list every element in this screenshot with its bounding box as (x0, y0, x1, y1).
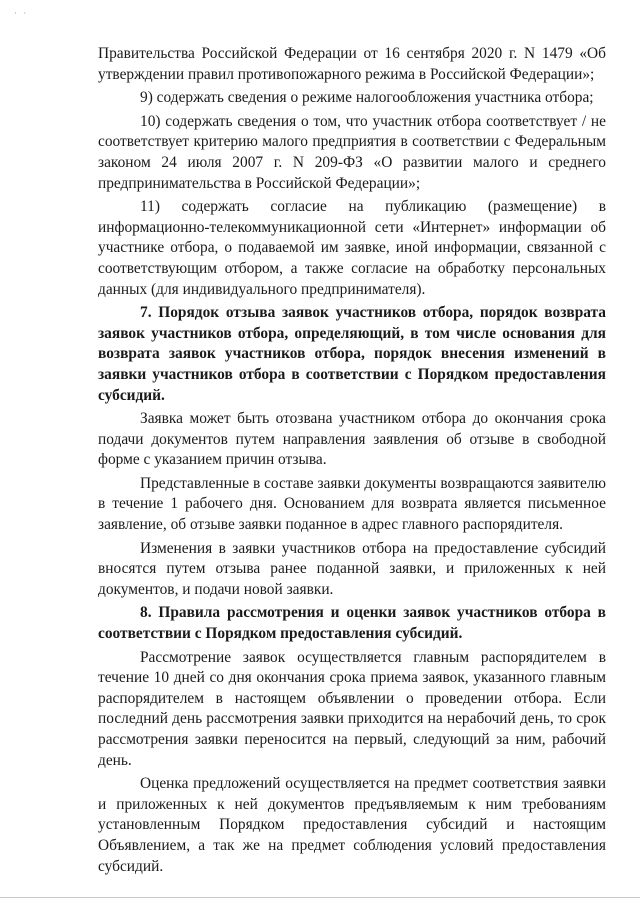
paragraph-changes: Изменения в заявки участников отбора на предоставление субсидий вносятся путем отзыва ранее поданной заявки, и приложенных к ней документов, и подачи новой заявки. (98, 539, 606, 598)
paragraph-item-9: 9) содержать сведения о режиме налогообложения участника отбора; (140, 89, 594, 107)
paragraph-item-10: 10) содержать сведения о том, что участник отбора соответствует / не соответствует критерию малого предприятия в соответствии с Федеральным законом 24 июля 2007 г. N 209-ФЗ «О развитии малого и среднего предпринимательства в Российской Федерации»; (98, 112, 606, 192)
page-bottom-divider (0, 897, 640, 898)
paragraph-decree-continuation: Правительства Российской Федерации от 16 сентября 2020 г. N 1479 «Об утверждении правил противопожарного режима в Российской Федерации»; (98, 45, 606, 83)
document-page (98, 44, 606, 877)
paragraph-review: Рассмотрение заявок осуществляется главным распорядителем в течение 10 дней со дня окончания срока приема заявок, указанного главным распорядителем в настоящем объявлении о проведении отбора. Если последний день рассмотрения заявки приходится на нерабочий день, то срок рассмотрения заявки переносится на первый, следующий за ним, рабочий день. (98, 648, 606, 769)
paragraph-item-11: 11) содержать согласие на публикацию (размещение) в информационно-телекоммуникационной сети «Интернет» информации об участнике отбора, о подаваемой им заявке, иной информации, связанной с соответствующим отбором, а также согласие на обработку персональных данных (для индивидуального предпринимателя). (98, 198, 606, 298)
paragraph-withdrawal: Заявка может быть отозвана участником отбора до окончания срока подачи документов путем направления заявления об отзыве в свободной форме с указанием причин отзыва. (98, 410, 606, 469)
section-heading-8: 8. Правила рассмотрения и оценки заявок участников отбора в соответствии с Порядком предоставления субсидий. (98, 604, 606, 643)
section-heading-7: 7. Порядок отзыва заявок участников отбора, порядок возврата заявок участников отбора, определяющий, в том числе основания для возврата заявок участников отбора, порядок внесения изменений в заявки участников отбора в соответствии с Порядком предоставления субсидий. (98, 304, 606, 404)
paragraph-evaluation: Оценка предложений осуществляется на предмет соответствия заявки и приложенных к ней документов предъявляемым к ним требованиям установленным Порядком предоставления субсидий и настоящим Объявлением, а так же на предмет соблюдения условий предоставления субсидий. (98, 775, 606, 875)
paragraph-return: Представленные в составе заявки документы возвращаются заявителю в течение 1 рабочего дня. Основанием для возврата является письменное заявление, об отзыве заявки поданное в адрес главного распорядителя. (98, 474, 606, 534)
scan-mark: · · (14, 8, 29, 18)
